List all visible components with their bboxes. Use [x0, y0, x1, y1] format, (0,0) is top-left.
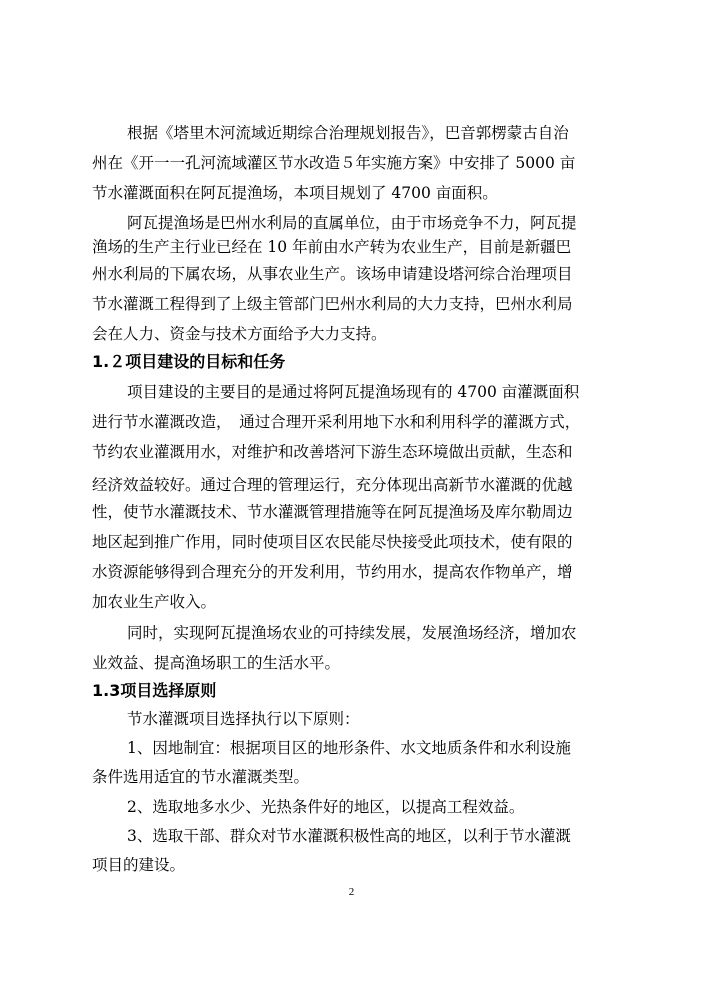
list-item-line: 项目的建设。: [92, 856, 186, 874]
section-heading: 1.3项目选择原则: [92, 681, 217, 700]
section-heading: 1.２项目建设的目标和任务: [92, 352, 286, 371]
list-item-line: 条件选用适宜的节水灌溉类型。: [92, 768, 310, 786]
paragraph-line: 水资源能够得到合理充分的开发利用，节约用水，提高农作物单产，增: [92, 563, 573, 581]
paragraph-line: 会在人力、资金与技术方面给予大力支持。: [92, 325, 387, 343]
list-item-line: 3、选取干部、群众对节水灌溉积极性高的地区，以利于节水灌溉: [127, 827, 571, 845]
paragraph-line: 节水灌溉工程得到了上级主管部门巴州水利局的大力支持，巴州水利局: [92, 295, 573, 313]
list-item-line: 2、选取地多水少、光热条件好的地区，以提高工程效益。: [127, 798, 525, 816]
paragraph-line: 州在《开一一孔河流域灌区节水改造５年实施方案》中安排了 5000 亩: [92, 154, 576, 172]
paragraph-line: 州水利局的下属农场，从事农业生产。该场申请建设塔河综合治理项目: [92, 265, 573, 283]
paragraph-line: 渔场的生产主行业已经在 10 年前由水产转为农业生产，目前是新疆巴: [92, 238, 572, 256]
paragraph-line: 项目建设的主要目的是通过将阿瓦提渔场现有的 4700 亩灌溉面积: [127, 383, 580, 401]
paragraph-line: 进行节水灌溉改造， 通过合理开采利用地下水和利用科学的灌溉方式，: [92, 413, 581, 431]
page-number: 2: [348, 886, 355, 898]
paragraph-line: 经济效益较好。通过合理的管理运行，充分体现出高新节水灌溉的优越: [92, 476, 573, 494]
paragraph-line: 阿瓦提渔场是巴州水利局的直属单位，由于市场竞争不力，阿瓦提: [127, 214, 577, 232]
paragraph-line: 地区起到推广作用，同时使项目区农民能尽快接受此项技术，使有限的: [92, 533, 573, 551]
paragraph-line: 加农业生产收入。: [92, 593, 217, 611]
paragraph-line: 业效益、提高渔场职工的生活水平。: [92, 654, 341, 672]
paragraph-line: 根据《塔里木河流域近期综合治理规划报告》，巴音郭楞蒙古自治: [127, 124, 569, 142]
paragraph-line: 节约农业灌溉用水，对维护和改善塔河下游生态环境做出贡献，生态和: [92, 443, 573, 461]
list-item-line: 1、因地制宜：根据项目区的地形条件、水文地质条件和水利设施: [127, 739, 571, 757]
paragraph-line: 节水灌溉面积在阿瓦提渔场，本项目规划了 4700 亩面积。: [92, 184, 498, 202]
paragraph-line: 节水灌溉项目选择执行以下原则：: [127, 710, 360, 728]
paragraph-line: 同时，实现阿瓦提渔场农业的可持续发展，发展渔场经济，增加农: [127, 624, 577, 642]
paragraph-line: 性，使节水灌溉技术、节水灌溉管理措施等在阿瓦提渔场及库尔勒周边: [92, 503, 573, 521]
